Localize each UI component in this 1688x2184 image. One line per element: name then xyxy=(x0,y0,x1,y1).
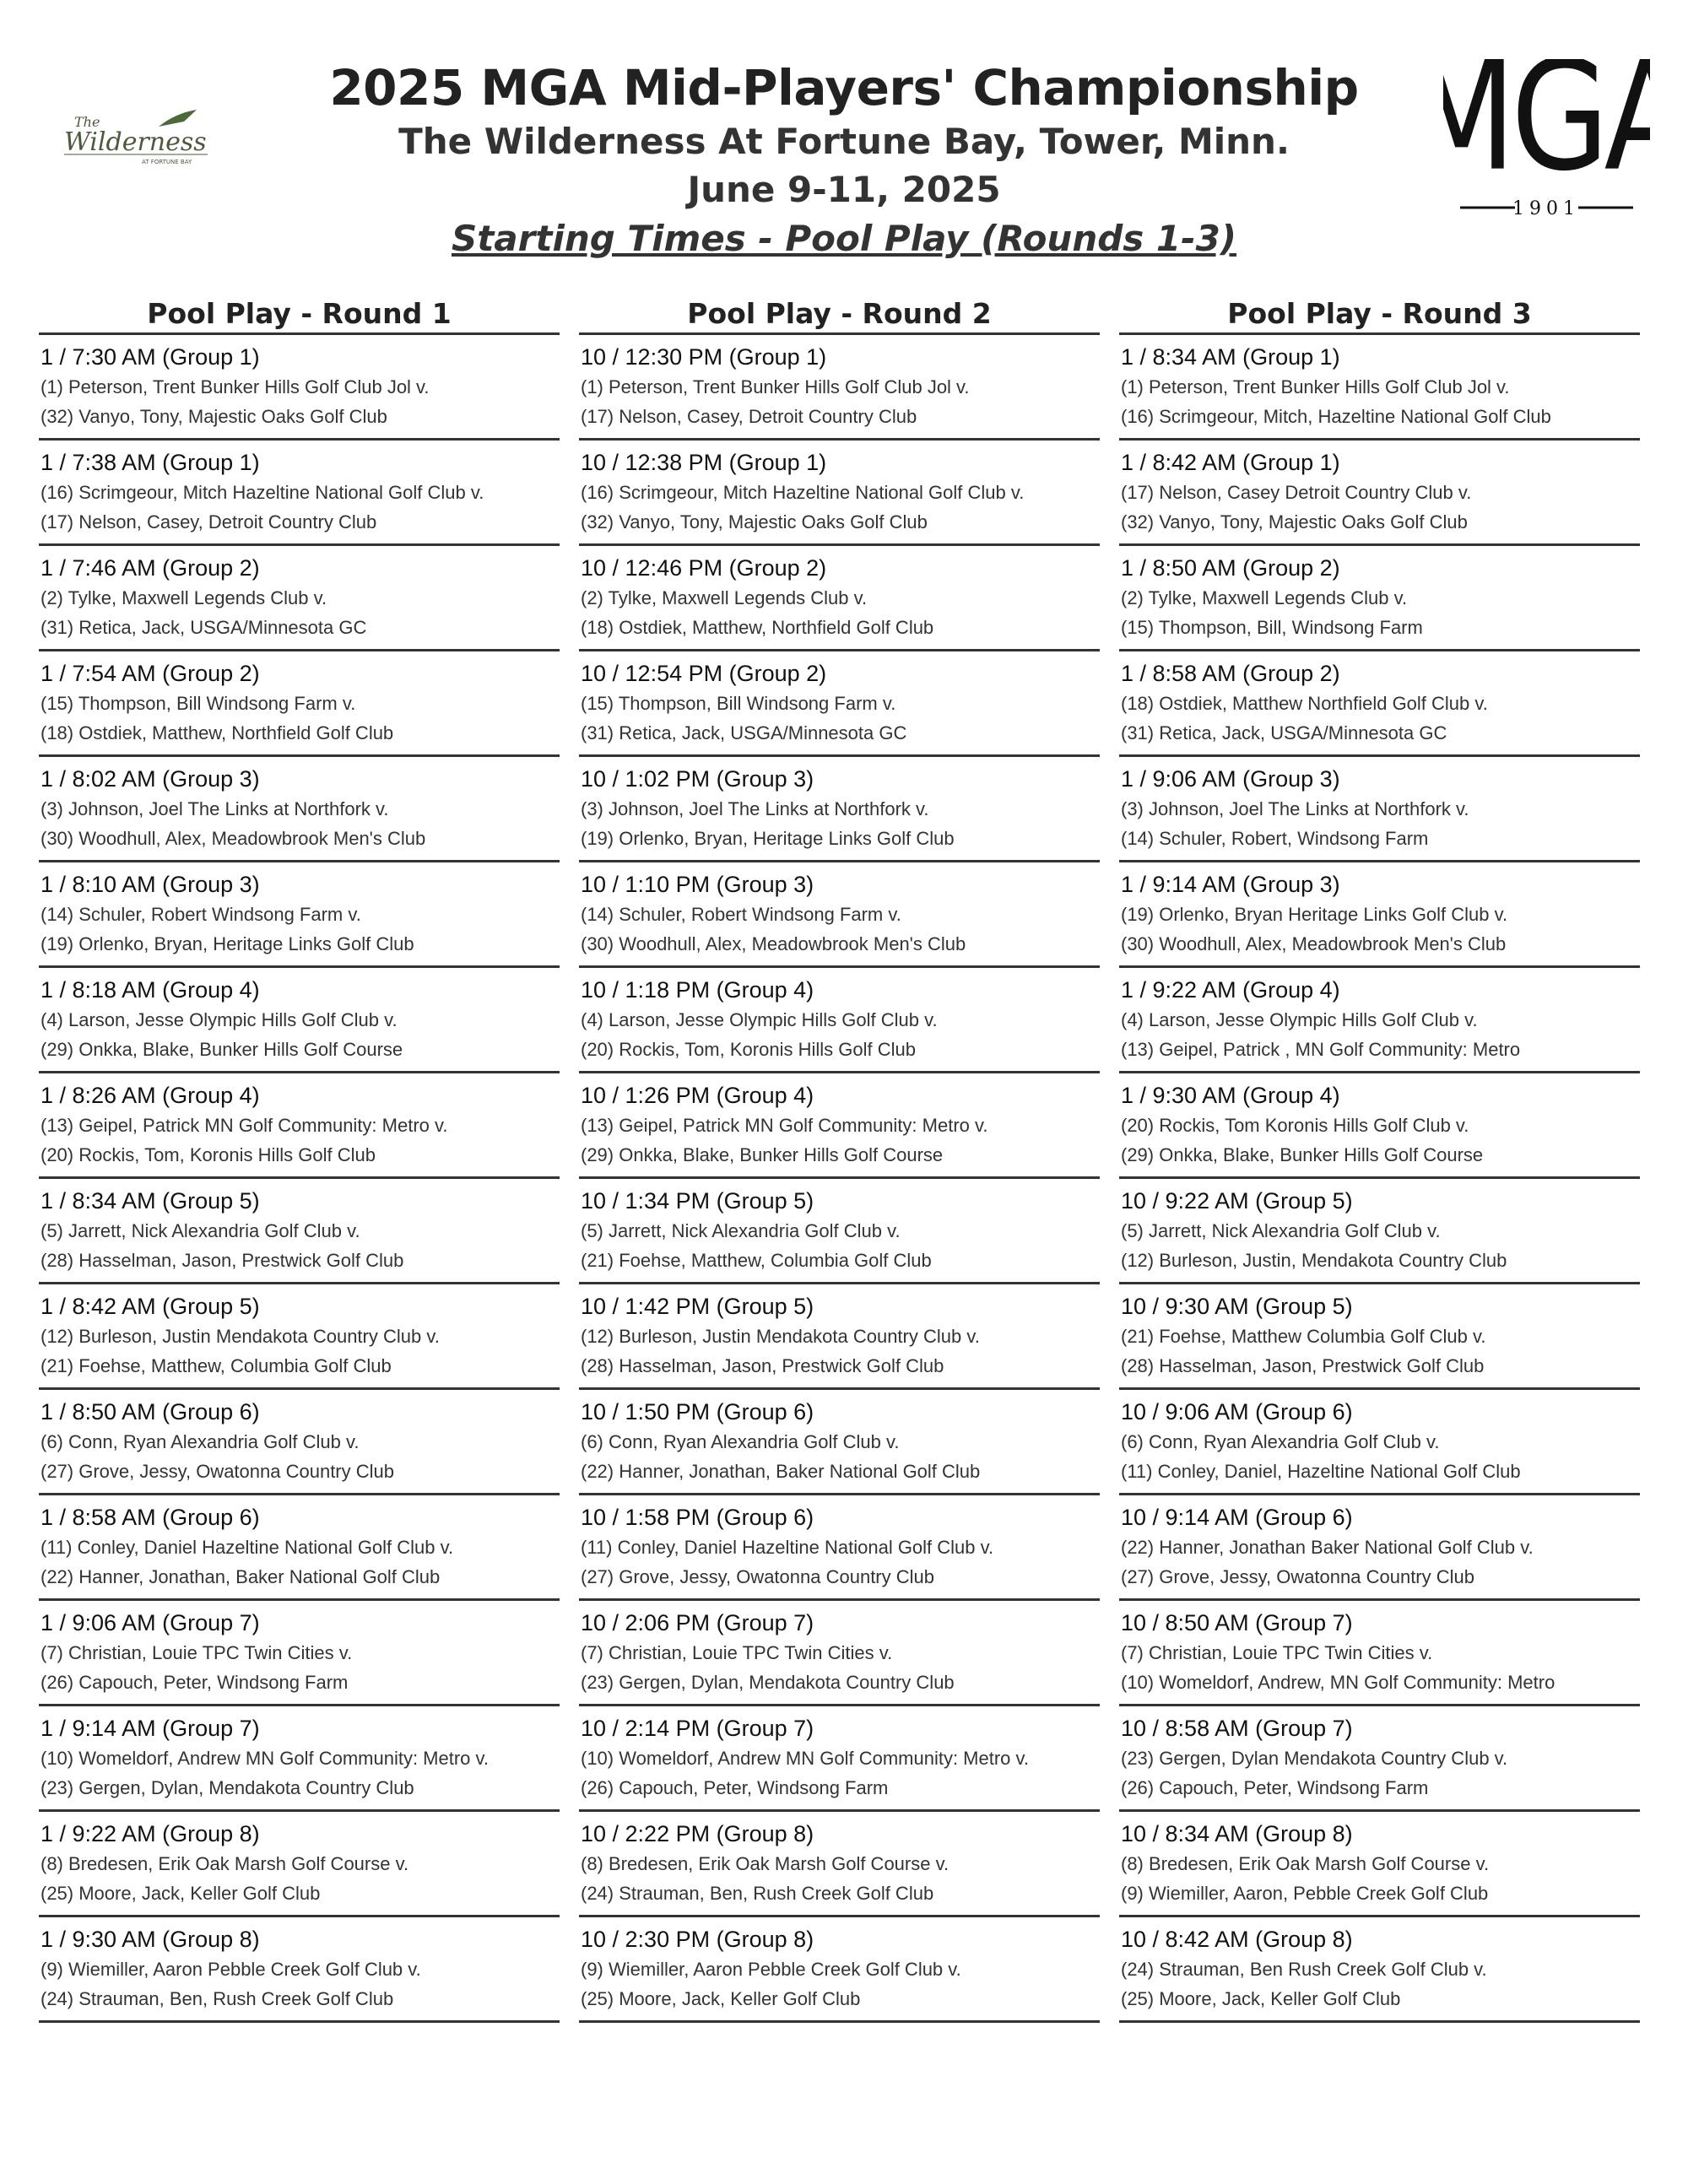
match-entry xyxy=(579,1495,1100,1601)
match-start-time: 10 / 9:30 AM (Group 5) xyxy=(1121,1294,1353,1319)
mga-logo-text: G xyxy=(1511,59,1604,206)
player-one: (11) Conley, Daniel Hazeltine National Golf Club v. xyxy=(581,1537,994,1558)
match-start-time: 1 / 8:10 AM (Group 3) xyxy=(41,872,260,897)
match-start-time: 10 / 9:14 AM (Group 6) xyxy=(1121,1505,1353,1530)
player-one: (16) Scrimgeour, Mitch Hazeltine National Golf Club v. xyxy=(41,482,484,503)
mga-logo-image xyxy=(1443,59,1650,219)
match-start-time: 1 / 9:06 AM (Group 7) xyxy=(41,1610,260,1635)
wilderness-logo xyxy=(57,101,214,173)
player-one: (12) Burleson, Justin Mendakota Country Club v. xyxy=(581,1326,980,1347)
match-entry xyxy=(1119,1073,1640,1179)
match-entry xyxy=(39,1812,560,1917)
player-two: (21) Foehse, Matthew, Columbia Golf Club xyxy=(41,1355,392,1376)
player-one: (14) Schuler, Robert Windsong Farm v. xyxy=(41,904,361,925)
player-one: (9) Wiemiller, Aaron Pebble Creek Golf Club v. xyxy=(41,1959,421,1980)
player-two: (23) Gergen, Dylan, Mendakota Country Club xyxy=(41,1777,414,1798)
match-start-time: 10 / 1:10 PM (Group 3) xyxy=(581,872,814,897)
match-start-time: 1 / 9:30 AM (Group 8) xyxy=(41,1927,260,1952)
match-entry xyxy=(1119,1390,1640,1495)
match-start-time: 1 / 8:50 AM (Group 2) xyxy=(1121,555,1340,581)
player-one: (14) Schuler, Robert Windsong Farm v. xyxy=(581,904,901,925)
mga-logo xyxy=(1443,59,1650,219)
player-two: (27) Grove, Jessy, Owatonna Country Club xyxy=(41,1461,394,1482)
wilderness-logo-line1: The xyxy=(74,114,100,130)
player-two: (16) Scrimgeour, Mitch, Hazeltine National Golf Club xyxy=(1121,406,1551,427)
mga-logo-year: 1901 xyxy=(1512,198,1580,219)
player-one: (23) Gergen, Dylan Mendakota Country Club v. xyxy=(1121,1748,1508,1769)
match-entry xyxy=(39,1179,560,1284)
rounds-columns xyxy=(39,295,1642,2068)
player-one: (16) Scrimgeour, Mitch Hazeltine National Golf Club v. xyxy=(581,482,1025,503)
match-start-time: 10 / 9:06 AM (Group 6) xyxy=(1121,1399,1353,1424)
match-entry xyxy=(579,441,1100,546)
match-start-time: 10 / 9:22 AM (Group 5) xyxy=(1121,1188,1353,1214)
section-title: Starting Times - Pool Play (Rounds 1-3) xyxy=(451,218,1236,259)
match-start-time: 10 / 2:14 PM (Group 7) xyxy=(581,1716,814,1741)
match-start-time: 10 / 8:42 AM (Group 8) xyxy=(1121,1927,1353,1952)
player-two: (28) Hasselman, Jason, Prestwick Golf Club xyxy=(581,1355,944,1376)
player-two: (20) Rockis, Tom, Koronis Hills Golf Club xyxy=(581,1039,916,1060)
match-entry xyxy=(1119,441,1640,546)
match-start-time: 10 / 2:30 PM (Group 8) xyxy=(581,1927,814,1952)
match-entry xyxy=(1119,1812,1640,1917)
player-one: (13) Geipel, Patrick MN Golf Community: Metro v. xyxy=(41,1115,448,1136)
player-two: (17) Nelson, Casey, Detroit Country Club xyxy=(581,406,917,427)
player-one: (12) Burleson, Justin Mendakota Country Club v. xyxy=(41,1326,440,1347)
match-start-time: 1 / 9:30 AM (Group 4) xyxy=(1121,1083,1340,1108)
player-two: (25) Moore, Jack, Keller Golf Club xyxy=(1121,1988,1401,2009)
player-one: (3) Johnson, Joel The Links at Northfork v. xyxy=(41,798,389,819)
player-one: (8) Bredesen, Erik Oak Marsh Golf Course v. xyxy=(1121,1853,1490,1874)
match-entry xyxy=(1119,1179,1640,1284)
match-entry xyxy=(1119,546,1640,651)
match-start-time: 1 / 8:26 AM (Group 4) xyxy=(41,1083,260,1108)
player-two: (22) Hanner, Jonathan, Baker National Golf Club xyxy=(581,1461,981,1482)
player-two: (32) Vanyo, Tony, Majestic Oaks Golf Club xyxy=(41,406,387,427)
player-one: (13) Geipel, Patrick MN Golf Community: Metro v. xyxy=(581,1115,988,1136)
player-two: (28) Hasselman, Jason, Prestwick Golf Club xyxy=(1121,1355,1485,1376)
match-entry xyxy=(1119,1284,1640,1390)
player-two: (29) Onkka, Blake, Bunker Hills Golf Course xyxy=(41,1039,403,1060)
player-one: (4) Larson, Jesse Olympic Hills Golf Club v. xyxy=(1121,1009,1478,1030)
player-one: (21) Foehse, Matthew Columbia Golf Club v. xyxy=(1121,1326,1486,1347)
player-two: (22) Hanner, Jonathan, Baker National Golf Club xyxy=(41,1566,441,1587)
match-start-time: 10 / 12:54 PM (Group 2) xyxy=(581,661,827,686)
match-entry xyxy=(1119,1917,1640,2023)
player-two: (30) Woodhull, Alex, Meadowbrook Men's Club xyxy=(1121,933,1507,954)
match-entry xyxy=(39,757,560,862)
player-one: (15) Thompson, Bill Windsong Farm v. xyxy=(41,693,356,714)
match-entry xyxy=(1119,651,1640,757)
match-entry xyxy=(1119,335,1640,441)
match-entry xyxy=(39,441,560,546)
match-entry xyxy=(1119,862,1640,968)
player-two: (32) Vanyo, Tony, Majestic Oaks Golf Club xyxy=(1121,511,1468,532)
player-one: (1) Peterson, Trent Bunker Hills Golf Club Jol v. xyxy=(581,376,970,397)
match-entry xyxy=(579,1812,1100,1917)
document-header xyxy=(253,57,1435,263)
player-one: (6) Conn, Ryan Alexandria Golf Club v. xyxy=(1121,1431,1440,1452)
player-one: (2) Tylke, Maxwell Legends Club v. xyxy=(581,587,868,608)
player-one: (8) Bredesen, Erik Oak Marsh Golf Course v. xyxy=(581,1853,950,1874)
match-entry xyxy=(1119,757,1640,862)
player-one: (11) Conley, Daniel Hazeltine National Golf Club v. xyxy=(41,1537,454,1558)
player-one: (2) Tylke, Maxwell Legends Club v. xyxy=(41,587,327,608)
match-entry xyxy=(579,651,1100,757)
player-one: (20) Rockis, Tom Koronis Hills Golf Club v. xyxy=(1121,1115,1469,1136)
match-start-time: 10 / 1:18 PM (Group 4) xyxy=(581,977,814,1003)
player-one: (7) Christian, Louie TPC Twin Cities v. xyxy=(41,1642,353,1663)
match-entry xyxy=(579,1917,1100,2023)
match-entry xyxy=(1119,1495,1640,1601)
player-one: (1) Peterson, Trent Bunker Hills Golf Club Jol v. xyxy=(1121,376,1510,397)
player-two: (31) Retica, Jack, USGA/Minnesota GC xyxy=(1121,722,1447,743)
wilderness-logo-line2: Wilderness xyxy=(64,127,207,157)
match-entry xyxy=(579,1706,1100,1812)
player-one: (3) Johnson, Joel The Links at Northfork v. xyxy=(1121,798,1469,819)
match-entry xyxy=(39,1495,560,1601)
player-one: (1) Peterson, Trent Bunker Hills Golf Club Jol v. xyxy=(41,376,430,397)
match-start-time: 1 / 7:30 AM (Group 1) xyxy=(41,344,260,370)
match-entry xyxy=(579,1073,1100,1179)
match-entry xyxy=(1119,968,1640,1073)
round-column-2 xyxy=(579,295,1100,2023)
match-start-time: 1 / 8:42 AM (Group 1) xyxy=(1121,450,1340,475)
match-entry xyxy=(39,1706,560,1812)
match-entry xyxy=(1119,1601,1640,1706)
player-one: (9) Wiemiller, Aaron Pebble Creek Golf Club v. xyxy=(581,1959,961,1980)
match-entry xyxy=(579,757,1100,862)
match-entry xyxy=(579,335,1100,441)
match-start-time: 10 / 1:50 PM (Group 6) xyxy=(581,1399,814,1424)
player-two: (21) Foehse, Matthew, Columbia Golf Club xyxy=(581,1250,932,1271)
player-two: (30) Woodhull, Alex, Meadowbrook Men's Club xyxy=(41,828,426,849)
match-start-time: 10 / 2:22 PM (Group 8) xyxy=(581,1821,814,1846)
player-two: (27) Grove, Jessy, Owatonna Country Club xyxy=(1121,1566,1474,1587)
player-one: (6) Conn, Ryan Alexandria Golf Club v. xyxy=(41,1431,360,1452)
match-start-time: 10 / 1:02 PM (Group 3) xyxy=(581,766,814,792)
player-two: (11) Conley, Daniel, Hazeltine National Golf Club xyxy=(1121,1461,1521,1482)
match-start-time: 1 / 7:46 AM (Group 2) xyxy=(41,555,260,581)
player-one: (7) Christian, Louie TPC Twin Cities v. xyxy=(581,1642,893,1663)
match-entry xyxy=(39,968,560,1073)
player-one: (7) Christian, Louie TPC Twin Cities v. xyxy=(1121,1642,1433,1663)
match-start-time: 1 / 8:02 AM (Group 3) xyxy=(41,766,260,792)
wilderness-logo-image xyxy=(57,101,214,173)
player-two: (14) Schuler, Robert, Windsong Farm xyxy=(1121,828,1429,849)
player-two: (23) Gergen, Dylan, Mendakota Country Club xyxy=(581,1672,955,1693)
event-dates: June 9-11, 2025 xyxy=(687,169,1001,210)
match-start-time: 10 / 12:46 PM (Group 2) xyxy=(581,555,827,581)
match-entry xyxy=(579,1284,1100,1390)
player-two: (9) Wiemiller, Aaron, Pebble Creek Golf Club xyxy=(1121,1883,1489,1904)
player-two: (25) Moore, Jack, Keller Golf Club xyxy=(581,1988,861,2009)
match-start-time: 1 / 8:34 AM (Group 5) xyxy=(41,1188,260,1214)
match-start-time: 1 / 7:54 AM (Group 2) xyxy=(41,661,260,686)
match-entry xyxy=(39,1390,560,1495)
player-one: (6) Conn, Ryan Alexandria Golf Club v. xyxy=(581,1431,900,1452)
player-one: (15) Thompson, Bill Windsong Farm v. xyxy=(581,693,896,714)
match-start-time: 10 / 12:30 PM (Group 1) xyxy=(581,344,827,370)
match-start-time: 1 / 8:34 AM (Group 1) xyxy=(1121,344,1340,370)
match-entry xyxy=(39,1284,560,1390)
match-start-time: 10 / 12:38 PM (Group 1) xyxy=(581,450,827,475)
match-entry xyxy=(39,1073,560,1179)
player-two: (26) Capouch, Peter, Windsong Farm xyxy=(41,1672,349,1693)
match-entry xyxy=(1119,1706,1640,1812)
player-two: (15) Thompson, Bill, Windsong Farm xyxy=(1121,617,1423,638)
player-two: (18) Ostdiek, Matthew, Northfield Golf Club xyxy=(41,722,394,743)
player-two: (25) Moore, Jack, Keller Golf Club xyxy=(41,1883,321,1904)
match-start-time: 1 / 9:14 AM (Group 7) xyxy=(41,1716,260,1741)
venue-subtitle: The Wilderness At Fortune Bay, Tower, Minn. xyxy=(398,121,1290,162)
player-one: (4) Larson, Jesse Olympic Hills Golf Club v. xyxy=(41,1009,398,1030)
player-two: (28) Hasselman, Jason, Prestwick Golf Club xyxy=(41,1250,404,1271)
match-start-time: 1 / 8:18 AM (Group 4) xyxy=(41,977,260,1003)
round-heading: Pool Play - Round 2 xyxy=(579,295,1100,335)
match-start-time: 1 / 8:50 AM (Group 6) xyxy=(41,1399,260,1424)
match-start-time: 1 / 9:22 AM (Group 4) xyxy=(1121,977,1340,1003)
match-start-time: 10 / 1:34 PM (Group 5) xyxy=(581,1188,814,1214)
player-one: (22) Hanner, Jonathan Baker National Golf Club v. xyxy=(1121,1537,1534,1558)
player-two: (29) Onkka, Blake, Bunker Hills Golf Course xyxy=(1121,1144,1484,1165)
player-two: (17) Nelson, Casey, Detroit Country Club xyxy=(41,511,377,532)
player-two: (31) Retica, Jack, USGA/Minnesota GC xyxy=(41,617,367,638)
match-entry xyxy=(579,1601,1100,1706)
player-two: (26) Capouch, Peter, Windsong Farm xyxy=(1121,1777,1429,1798)
match-entry xyxy=(579,1390,1100,1495)
match-entry xyxy=(579,862,1100,968)
match-entry xyxy=(579,968,1100,1073)
player-one: (8) Bredesen, Erik Oak Marsh Golf Course v. xyxy=(41,1853,409,1874)
match-start-time: 1 / 7:38 AM (Group 1) xyxy=(41,450,260,475)
match-start-time: 1 / 8:58 AM (Group 2) xyxy=(1121,661,1340,686)
match-start-time: 10 / 1:26 PM (Group 4) xyxy=(581,1083,814,1108)
player-two: (26) Capouch, Peter, Windsong Farm xyxy=(581,1777,889,1798)
player-two: (29) Onkka, Blake, Bunker Hills Golf Course xyxy=(581,1144,944,1165)
player-one: (4) Larson, Jesse Olympic Hills Golf Club v. xyxy=(581,1009,938,1030)
player-one: (19) Orlenko, Bryan Heritage Links Golf Club v. xyxy=(1121,904,1508,925)
match-entry xyxy=(39,546,560,651)
player-one: (5) Jarrett, Nick Alexandria Golf Club v. xyxy=(581,1220,901,1241)
match-start-time: 10 / 8:34 AM (Group 8) xyxy=(1121,1821,1353,1846)
player-two: (18) Ostdiek, Matthew, Northfield Golf Club xyxy=(581,617,934,638)
player-two: (19) Orlenko, Bryan, Heritage Links Golf Club xyxy=(581,828,955,849)
player-one: (24) Strauman, Ben Rush Creek Golf Club v. xyxy=(1121,1959,1487,1980)
player-two: (27) Grove, Jessy, Owatonna Country Club xyxy=(581,1566,934,1587)
player-two: (30) Woodhull, Alex, Meadowbrook Men's Club xyxy=(581,933,966,954)
player-two: (12) Burleson, Justin, Mendakota Country Club xyxy=(1121,1250,1507,1271)
wilderness-logo-line3: AT FORTUNE BAY xyxy=(142,159,192,165)
match-start-time: 10 / 1:58 PM (Group 6) xyxy=(581,1505,814,1530)
match-start-time: 1 / 9:22 AM (Group 8) xyxy=(41,1821,260,1846)
match-entry xyxy=(39,651,560,757)
match-start-time: 1 / 8:42 AM (Group 5) xyxy=(41,1294,260,1319)
player-two: (31) Retica, Jack, USGA/Minnesota GC xyxy=(581,722,907,743)
player-two: (19) Orlenko, Bryan, Heritage Links Golf Club xyxy=(41,933,414,954)
match-entry xyxy=(579,1179,1100,1284)
player-two: (13) Geipel, Patrick , MN Golf Community: Metro xyxy=(1121,1039,1521,1060)
round-heading: Pool Play - Round 3 xyxy=(1119,295,1640,335)
match-start-time: 1 / 9:06 AM (Group 3) xyxy=(1121,766,1340,792)
player-two: (24) Strauman, Ben, Rush Creek Golf Club xyxy=(581,1883,934,1904)
match-start-time: 1 / 8:58 AM (Group 6) xyxy=(41,1505,260,1530)
player-one: (17) Nelson, Casey Detroit Country Club v. xyxy=(1121,482,1472,503)
match-start-time: 10 / 2:06 PM (Group 7) xyxy=(581,1610,814,1635)
round-heading: Pool Play - Round 1 xyxy=(39,295,560,335)
match-start-time: 1 / 9:14 AM (Group 3) xyxy=(1121,872,1340,897)
match-start-time: 10 / 8:58 AM (Group 7) xyxy=(1121,1716,1353,1741)
player-two: (24) Strauman, Ben, Rush Creek Golf Club xyxy=(41,1988,394,2009)
player-two: (10) Womeldorf, Andrew, MN Golf Community: Metro xyxy=(1121,1672,1555,1693)
player-one: (10) Womeldorf, Andrew MN Golf Community: Metro v. xyxy=(41,1748,489,1769)
player-one: (2) Tylke, Maxwell Legends Club v. xyxy=(1121,587,1408,608)
player-one: (3) Johnson, Joel The Links at Northfork v. xyxy=(581,798,929,819)
match-start-time: 10 / 1:42 PM (Group 5) xyxy=(581,1294,814,1319)
player-one: (5) Jarrett, Nick Alexandria Golf Club v. xyxy=(41,1220,360,1241)
match-entry xyxy=(39,1601,560,1706)
match-start-time: 10 / 8:50 AM (Group 7) xyxy=(1121,1610,1353,1635)
round-column-1 xyxy=(39,295,560,2023)
player-two: (32) Vanyo, Tony, Majestic Oaks Golf Club xyxy=(581,511,928,532)
player-two: (20) Rockis, Tom, Koronis Hills Golf Club xyxy=(41,1144,376,1165)
player-one: (5) Jarrett, Nick Alexandria Golf Club v. xyxy=(1121,1220,1441,1241)
page-title: 2025 MGA Mid-Players' Championship xyxy=(329,59,1359,116)
player-one: (18) Ostdiek, Matthew Northfield Golf Club v. xyxy=(1121,693,1488,714)
match-entry xyxy=(39,335,560,441)
match-entry xyxy=(39,1917,560,2023)
match-entry xyxy=(579,546,1100,651)
player-one: (10) Womeldorf, Andrew MN Golf Community: Metro v. xyxy=(581,1748,1029,1769)
match-entry xyxy=(39,862,560,968)
round-column-3 xyxy=(1119,295,1640,2023)
